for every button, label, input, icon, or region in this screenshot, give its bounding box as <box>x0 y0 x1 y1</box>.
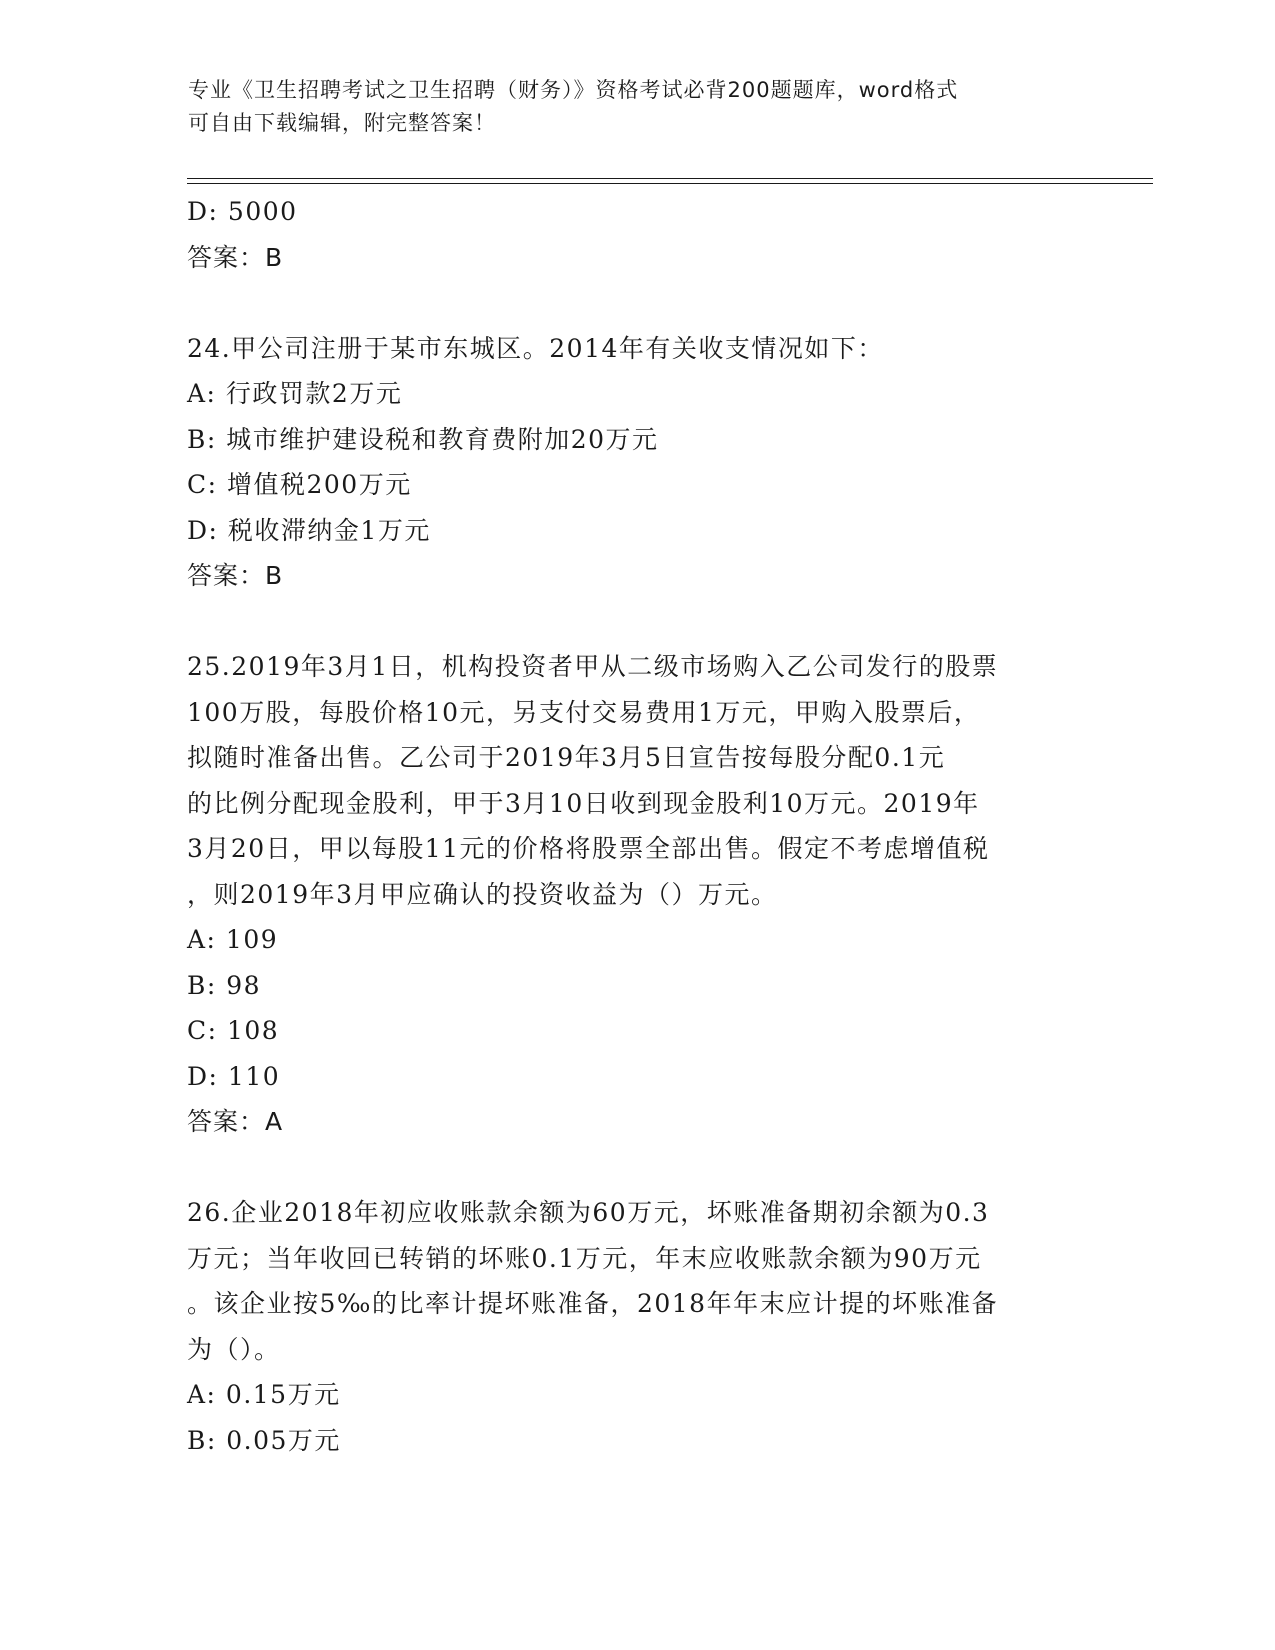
option-a: A: 109 <box>187 925 279 954</box>
option-d: D: 税收滞纳金1万元 <box>187 515 431 545</box>
question-stem-line: ，则2019年3月甲应确认的投资收益为（）万元。 <box>187 879 778 909</box>
option-b: B: 城市维护建设税和教育费附加20万元 <box>187 424 659 454</box>
document-body <box>187 189 1087 1463</box>
question-stem-line: 。该企业按5‰的比率计提坏账准备，2018年年末应计提的坏账准备 <box>187 1289 999 1318</box>
question-stem: 24.甲公司注册于某市东城区。2014年有关收支情况如下： <box>187 333 884 363</box>
prev-option-d: D: 5000 <box>187 197 298 226</box>
option-d: D: 110 <box>187 1061 281 1091</box>
question-stem-line: 的比例分配现金股利，甲于3月10日收到现金股利10万元。2019年 <box>187 788 980 818</box>
spacer <box>187 1145 1087 1191</box>
prev-answer: 答案：B <box>187 242 284 272</box>
question-stem-line: 25.2019年3月1日，机构投资者甲从二级市场购入乙公司发行的股票 <box>187 652 999 681</box>
answer: 答案：B <box>187 561 284 590</box>
option-b: B: 0.05万元 <box>187 1425 341 1455</box>
spacer <box>187 280 1087 326</box>
answer: 答案：A <box>187 1107 284 1136</box>
header-title-line-1: 专业《卫生招聘考试之卫生招聘（财务）》资格考试必背200题题库，word格式 <box>188 78 959 102</box>
header-title-line-2: 可自由下载编辑，附完整答案！ <box>188 111 496 135</box>
question-stem-line: 26.企业2018年初应收账款余额为60万元，坏账准备期初余额为0.3 <box>187 1198 990 1227</box>
question-26 <box>187 1190 1087 1463</box>
question-stem-line: 拟随时准备出售。乙公司于2019年3月5日宣告按每股分配0.1元 <box>187 743 946 772</box>
question-24 <box>187 326 1087 599</box>
header-divider-bottom <box>187 183 1153 184</box>
question-stem-line: 万元；当年收回已转销的坏账0.1万元，年末应收账款余额为90万元 <box>187 1243 982 1273</box>
question-25 <box>187 644 1087 1145</box>
question-stem-line: 为（）。 <box>187 1334 281 1364</box>
option-b: B: 98 <box>187 970 262 1000</box>
option-c: C: 增值税200万元 <box>187 470 412 499</box>
question-stem-line: 3月20日，甲以每股11元的价格将股票全部出售。假定不考虑增值税 <box>187 834 990 863</box>
option-a: A: 0.15万元 <box>187 1380 341 1409</box>
option-a: A: 行政罚款2万元 <box>187 379 403 408</box>
spacer <box>187 599 1087 645</box>
option-c: C: 108 <box>187 1016 280 1045</box>
header-divider-top <box>187 178 1153 179</box>
question-stem-line: 100万股，每股价格10元，另支付交易费用1万元，甲购入股票后， <box>187 697 981 727</box>
document-header <box>188 74 1088 140</box>
